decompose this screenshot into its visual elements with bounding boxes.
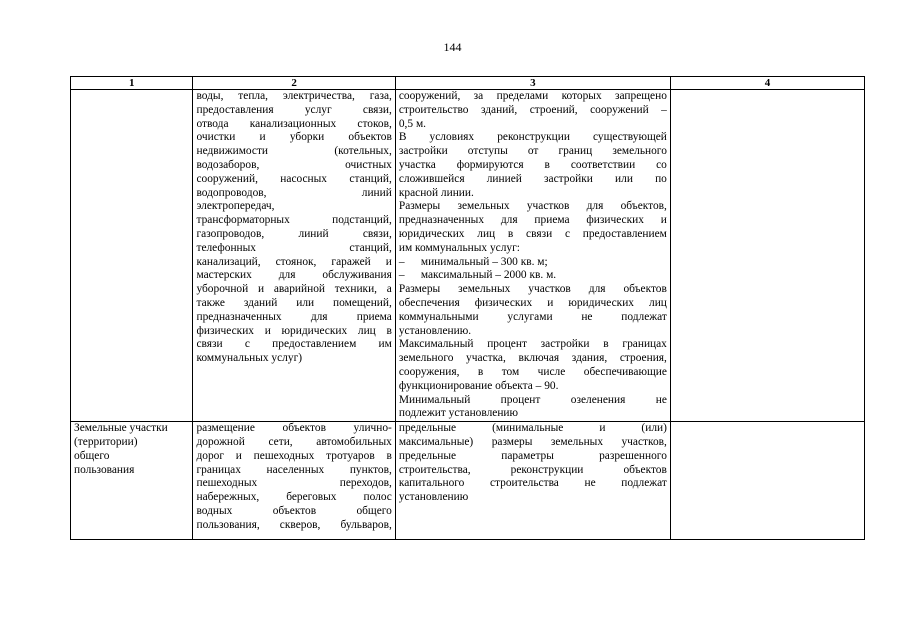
text-line: пешеходных переходов, (196, 477, 392, 490)
text-line: красной линии. (398, 186, 474, 199)
text-line: сооружений, за пределами которых запрещено (398, 90, 667, 102)
text-line: также зданий или помещений, (196, 296, 392, 309)
text-line: мастерских для обслуживания (196, 269, 392, 282)
text-line: канализаций, стоянок, гаражей и (196, 255, 392, 268)
row1-col2-cell (193, 90, 395, 422)
row1-col1-cell (71, 90, 193, 422)
table-header-row (71, 77, 865, 90)
text-line: Максимальный процент застройки в границах (398, 338, 667, 351)
text-line: воды, тепла, электричества, газа, (196, 90, 392, 102)
dash-marker: – (398, 255, 405, 268)
text-line: физических и юридических лиц в (196, 324, 392, 337)
text-line: газопроводов, линий связи, (196, 227, 392, 240)
text-line: максимальные) размеры земельных участков, (398, 435, 667, 448)
text-line: 0,5 м. (398, 117, 427, 130)
text-line: (территории) (74, 435, 138, 448)
row2-col4-cell (670, 422, 864, 540)
text-line: границах населенных пунктов, (196, 463, 392, 476)
row2-col1-text (74, 422, 189, 477)
text-line: водных объектов общего (196, 504, 392, 517)
text-line: предназначенных для приема (196, 310, 392, 323)
row2-col1-cell (71, 422, 193, 540)
text-line: водозаборов, очистных (196, 158, 392, 171)
list-item-text: минимальный – 300 кв. м; (420, 255, 548, 268)
text-line: строительства, реконструкции объектов (398, 463, 667, 476)
row1-col4-cell (670, 90, 864, 422)
list-item (399, 256, 667, 270)
row1-col3-cell (395, 90, 670, 422)
text-line: предназначенных для приема физических и (398, 214, 667, 227)
text-line: коммунальных услуг) (196, 352, 303, 365)
text-line: набережных, береговых полос (196, 491, 392, 504)
text-line: недвижимости (котельных, (196, 145, 392, 158)
header-col-4: 4 (670, 77, 864, 90)
text-line: пользования, скверов, бульваров, (196, 518, 392, 531)
text-line: размещение объектов улично- (196, 422, 392, 435)
text-line: отвода канализационных стоков, (196, 117, 392, 130)
list-item-text: максимальный – 2000 кв. м. (420, 269, 557, 282)
text-line: коммунальными услугами не подлежат (398, 310, 667, 323)
zoning-regulations-table (70, 76, 865, 540)
text-line: сооружения, в том числе обеспечивающие (398, 365, 667, 378)
text-line: строительство зданий, строений, сооружений – (398, 103, 667, 116)
table-row (71, 90, 865, 422)
text-line: установлению. (398, 324, 472, 337)
dash-marker: – (398, 269, 405, 282)
text-line: установлению (398, 491, 469, 504)
text-line: функционирование объекта – 90. (398, 379, 559, 392)
text-line: Размеры земельных участков для объектов (398, 283, 667, 296)
row2-col3-text (399, 422, 667, 505)
text-line: общего (74, 449, 110, 462)
header-col-2: 2 (193, 77, 395, 90)
text-line: сооружений, насосных станций, (196, 172, 392, 185)
text-line: пользования (74, 463, 135, 476)
list-item (399, 269, 667, 283)
text-line: участка формируются в соответствии со (398, 158, 667, 171)
row2-col2-cell (193, 422, 395, 540)
text-line: электропередач, (196, 200, 275, 213)
text-line: застройки отступы от границ земельного (398, 145, 667, 158)
text-line: связи с предоставлением им (196, 338, 392, 351)
text-line: юридических лиц в связи с предоставлением (398, 227, 667, 240)
text-line: предельные (минимальные и (или) (398, 422, 667, 435)
text-line: В условиях реконструкции существующей (398, 131, 667, 144)
row1-col3-text (399, 90, 667, 421)
text-line: водопроводов, линий (196, 186, 392, 199)
header-col-3: 3 (395, 77, 670, 90)
page-number: 144 (443, 40, 462, 54)
text-line: дорог и пешеходных тротуаров в (196, 449, 392, 462)
text-line: обеспечения физических и юридических лиц (398, 296, 667, 309)
text-line: телефонных станций, (196, 241, 392, 254)
text-line: предельные параметры разрешенного (398, 449, 667, 462)
row2-col2-text (196, 422, 391, 532)
text-line: очистки и уборки объектов (196, 131, 392, 144)
text-line: предоставления услуг связи, (196, 103, 392, 116)
text-line: капитального строительства не подлежат (398, 477, 667, 490)
table-row (71, 422, 865, 540)
text-line: трансформаторных подстанций, (196, 214, 392, 227)
text-line: уборочной и аварийной техники, а (196, 283, 392, 296)
text-line: дорожной сети, автомобильных (196, 435, 392, 448)
row2-col3-cell (395, 422, 670, 540)
text-line: Земельные участки (74, 422, 168, 435)
row1-col2-text (196, 90, 391, 366)
text-line: подлежит установлению (398, 407, 519, 420)
header-col-1: 1 (71, 77, 193, 90)
text-line: земельного участка, включая здания, строения, (398, 352, 667, 365)
text-line: Размеры земельных участков для объектов, (398, 200, 667, 213)
text-line: Минимальный процент озеленения не (398, 393, 667, 406)
text-line: им коммунальных услуг: (398, 241, 520, 254)
text-line: сложившейся линией застройки или по (398, 172, 667, 185)
